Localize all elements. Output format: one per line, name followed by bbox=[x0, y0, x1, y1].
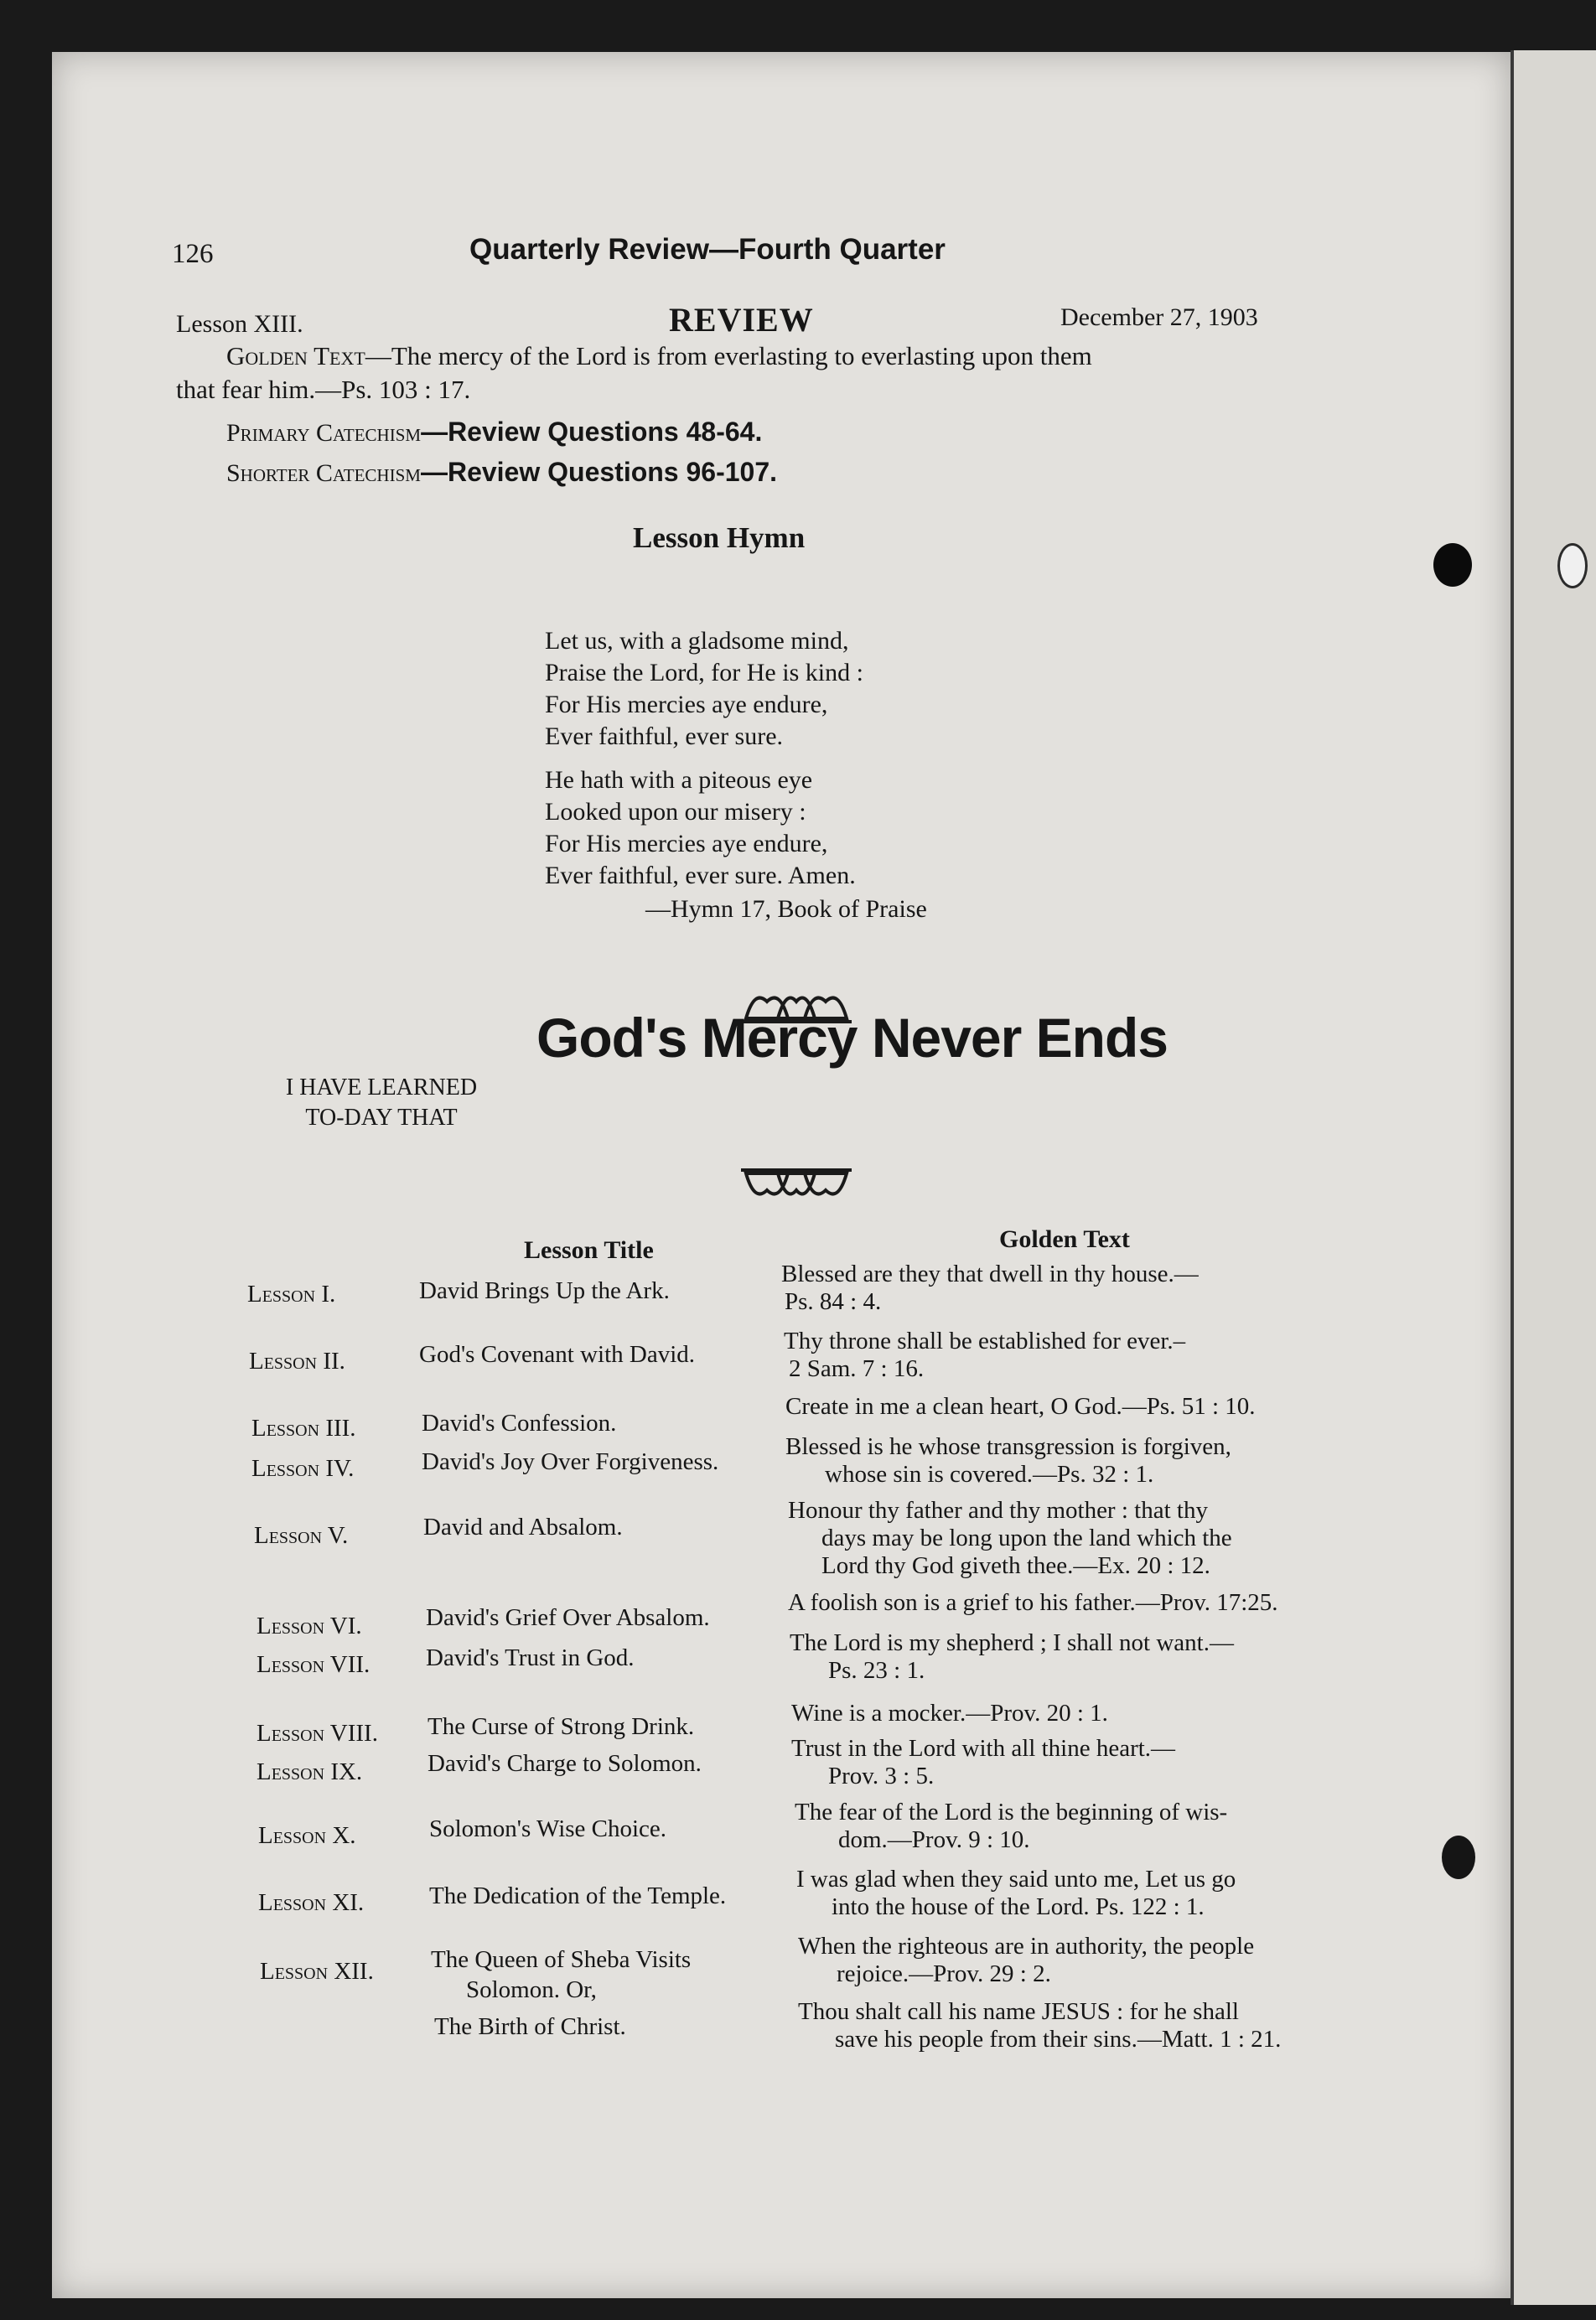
shorter-catechism-label: Shorter Catechism bbox=[226, 459, 421, 487]
lesson-golden-text: Blessed are they that dwell in thy house.— Ps. 84 : 4. bbox=[781, 1261, 1199, 1315]
lesson-number: Lesson II. bbox=[249, 1348, 345, 1375]
lesson-title: David and Absalom. bbox=[423, 1514, 623, 1541]
hymn-line: For His mercies aye endure, bbox=[545, 830, 828, 857]
lesson-title-alternate: The Birth of Christ. bbox=[434, 2013, 626, 2040]
lesson-title: David Brings Up the Ark. bbox=[419, 1277, 670, 1304]
golden-text-label: Golden Text bbox=[226, 341, 365, 370]
lesson-title: The Queen of Sheba Visits bbox=[431, 1946, 692, 1973]
learned-line1: I HAVE LEARNED bbox=[285, 1075, 478, 1100]
column-header-lesson-title: Lesson Title bbox=[524, 1236, 654, 1264]
review-title: REVIEW bbox=[669, 301, 814, 339]
lesson-title: Solomon's Wise Choice. bbox=[429, 1815, 667, 1842]
hymn-line: Praise the Lord, for He is kind : bbox=[545, 659, 863, 686]
lesson-number: Lesson I. bbox=[247, 1281, 336, 1308]
lesson-title: The Dedication of the Temple. bbox=[429, 1882, 727, 1909]
page-number: 126 bbox=[172, 239, 214, 269]
lesson-title-continued: Solomon. Or, bbox=[466, 1976, 597, 2003]
hymn-line: Ever faithful, ever sure. bbox=[545, 722, 784, 750]
golden-text-line1: —The mercy of the Lord is from everlasting to everlasting upon them bbox=[365, 341, 1092, 370]
lesson-title: The Curse of Strong Drink. bbox=[428, 1713, 695, 1740]
lesson-golden-text: I was glad when they said unto me, Let us go into the house of the Lord. Ps. 122 : 1. bbox=[796, 1866, 1236, 1920]
lesson-number: Lesson VII. bbox=[256, 1651, 370, 1678]
binding-hole-top bbox=[1433, 543, 1472, 587]
lesson-golden-text: Honour thy father and thy mother : that thy days may be long upon the land which the Lord thy God giveth thee.—Ex. 20 : 12. bbox=[788, 1497, 1232, 1579]
golden-text-line2: that fear him.—Ps. 103 : 17. bbox=[176, 375, 471, 404]
lesson-title: David's Joy Over Forgiveness. bbox=[422, 1448, 719, 1475]
hymn-heading: Lesson Hymn bbox=[633, 521, 806, 554]
lesson-golden-text: Thy throne shall be established for ever.– 2 Sam. 7 : 16. bbox=[784, 1328, 1186, 1382]
lesson-golden-text: Trust in the Lord with all thine heart.— Prov. 3 : 5. bbox=[791, 1735, 1176, 1789]
binding-hole-bottom bbox=[1442, 1836, 1475, 1879]
lesson-number: Lesson IV. bbox=[251, 1455, 355, 1482]
lesson-number: Lesson V. bbox=[254, 1522, 349, 1549]
binding-ring-right bbox=[1557, 543, 1588, 588]
lesson-title: David's Grief Over Absalom. bbox=[426, 1604, 710, 1631]
hymn-line: Let us, with a gladsome mind, bbox=[545, 627, 849, 655]
lesson-golden-text: The Lord is my shepherd ; I shall not want.— Ps. 23 : 1. bbox=[790, 1629, 1234, 1684]
lesson-golden-text: Blessed is he whose transgression is forgiven, whose sin is covered.—Ps. 32 : 1. bbox=[785, 1433, 1231, 1488]
primary-catechism-label: Primary Catechism bbox=[226, 419, 422, 447]
lesson-title: God's Covenant with David. bbox=[419, 1341, 696, 1368]
hymn-line: Ever faithful, ever sure. Amen. bbox=[545, 862, 856, 889]
lesson-number: Lesson IX. bbox=[256, 1758, 363, 1785]
shorter-catechism bbox=[226, 457, 777, 488]
lesson-theme-title: God's Mercy Never Ends bbox=[536, 1007, 1168, 1069]
lesson-golden-text: Create in me a clean heart, O God.—Ps. 51 : 10. bbox=[785, 1393, 1256, 1420]
shorter-catechism-value: —Review Questions 96-107. bbox=[420, 457, 778, 487]
lesson-title: David's Confession. bbox=[422, 1410, 617, 1437]
primary-catechism bbox=[226, 417, 762, 448]
running-title: Quarterly Review—Fourth Quarter bbox=[469, 233, 946, 266]
lesson-golden-text: Wine is a mocker.—Prov. 20 : 1. bbox=[791, 1700, 1108, 1727]
lesson-number: Lesson VIII. bbox=[256, 1720, 378, 1747]
hymn-line: Looked upon our misery : bbox=[545, 798, 806, 826]
lesson-number: Lesson VI. bbox=[256, 1613, 362, 1639]
lesson-number: Lesson III. bbox=[251, 1415, 356, 1442]
lesson-number: Lesson X. bbox=[258, 1822, 356, 1849]
adjacent-page-edge bbox=[1510, 50, 1596, 2305]
column-header-golden-text: Golden Text bbox=[999, 1225, 1130, 1253]
lesson-date: December 27, 1903 bbox=[1060, 303, 1258, 331]
lesson-number: Lesson XII. bbox=[260, 1958, 374, 1985]
lesson-golden-text: The fear of the Lord is the beginning of wis- dom.—Prov. 9 : 10. bbox=[795, 1799, 1228, 1853]
lesson-title: David's Charge to Solomon. bbox=[428, 1750, 702, 1777]
hymn-line: He hath with a piteous eye bbox=[545, 766, 813, 794]
lesson-label: Lesson XIII. bbox=[176, 310, 303, 338]
hymn-attribution: —Hymn 17, Book of Praise bbox=[645, 895, 927, 923]
lesson-golden-text: A foolish son is a grief to his father.—Prov. 17:25. bbox=[788, 1589, 1278, 1616]
primary-catechism-value: —Review Questions 48-64. bbox=[421, 417, 763, 447]
ornament-bottom bbox=[738, 1165, 855, 1207]
lesson-title: David's Trust in God. bbox=[426, 1644, 635, 1671]
lesson-golden-text: Thou shalt call his name JESUS : for he shall save his people from their sins.—Matt. 1 : 21. bbox=[798, 1998, 1282, 2053]
hymn-line: For His mercies aye endure, bbox=[545, 691, 828, 718]
learned-line2: TO-DAY THAT bbox=[305, 1105, 458, 1131]
lesson-golden-text: When the righteous are in authority, the people rejoice.—Prov. 29 : 2. bbox=[798, 1933, 1255, 1987]
golden-text bbox=[226, 341, 1092, 371]
lesson-number: Lesson XI. bbox=[258, 1889, 365, 1916]
